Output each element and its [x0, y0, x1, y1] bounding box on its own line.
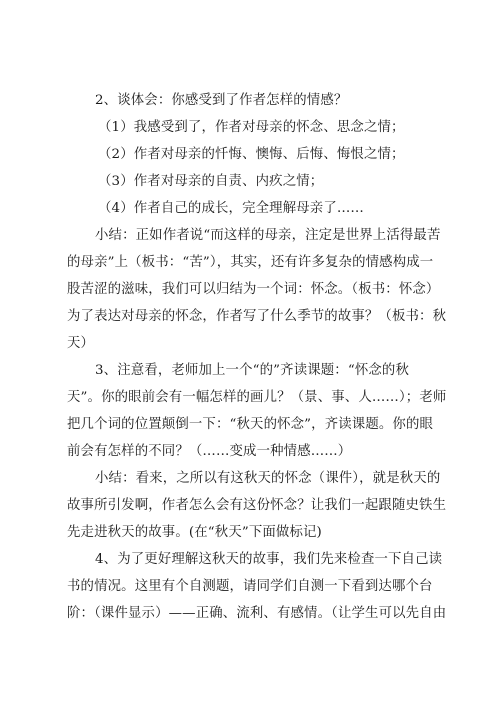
- paragraph-line: 2、谈体会：你感受到了作者怎样的情感？: [95, 93, 348, 108]
- paragraph-line: 3、注意看，老师加上一个“的”齐读课题：“怀念的秋: [95, 363, 410, 378]
- paragraph-line: 小结：正如作者说“而这样的母亲，注定是世界上活得最苦: [95, 228, 441, 243]
- paragraph-line: 4、为了更好理解这秋天的故事，我们先来检查一下自己读: [95, 552, 443, 567]
- paragraph-line: 前会有怎样的不同？（……变成一种情感……）: [67, 444, 352, 459]
- paragraph-line: 为了表达对母亲的怀念，作者写了什么季节的故事？（板书：秋: [67, 309, 447, 324]
- paragraph-line: 的母亲”上（板书：“苦”），其实，还有许多复杂的情感构成一: [67, 255, 434, 270]
- paragraph-line: 阶：（课件显示）——正确、流利、有感情。（让学生可以先自由: [67, 606, 447, 621]
- paragraph-line: 把几个词的位置颠倒一下：“秋天的怀念”，齐读课题。你的眼: [67, 417, 434, 432]
- paragraph-line: 天”。你的眼前会有一幅怎样的画儿？（景、事、人……）；老师: [67, 390, 447, 405]
- paragraph-line: （2）作者对母亲的忏悔、懊悔、后悔、悔恨之情；: [98, 147, 405, 162]
- paragraph-line: 天）: [67, 336, 95, 351]
- paragraph-line: 小结：看来，之所以有这秋天的怀念（课件），就是秋天的: [95, 471, 441, 486]
- paragraph-line: 股苦涩的滋味，我们可以归结为一个词：怀念。（板书：怀念）: [67, 282, 440, 297]
- paragraph-line: （4）作者自己的成长，完全理解母亲了……: [98, 201, 364, 216]
- paragraph-line: （3）作者对母亲的自责、内疚之情；: [98, 174, 324, 189]
- paragraph-line: 书的情况。这里有个自测题，请同学们自测一下看到达哪个台: [67, 579, 433, 594]
- paragraph-line: 先走进秋天的故事。(在“秋天”下面做标记): [67, 525, 322, 540]
- paragraph-line: （1）我感受到了，作者对母亲的怀念、思念之情；: [98, 120, 405, 135]
- paragraph-line: 故事所引发啊，作者怎么会有这份怀念？让我们一起跟随史铁生: [67, 498, 447, 513]
